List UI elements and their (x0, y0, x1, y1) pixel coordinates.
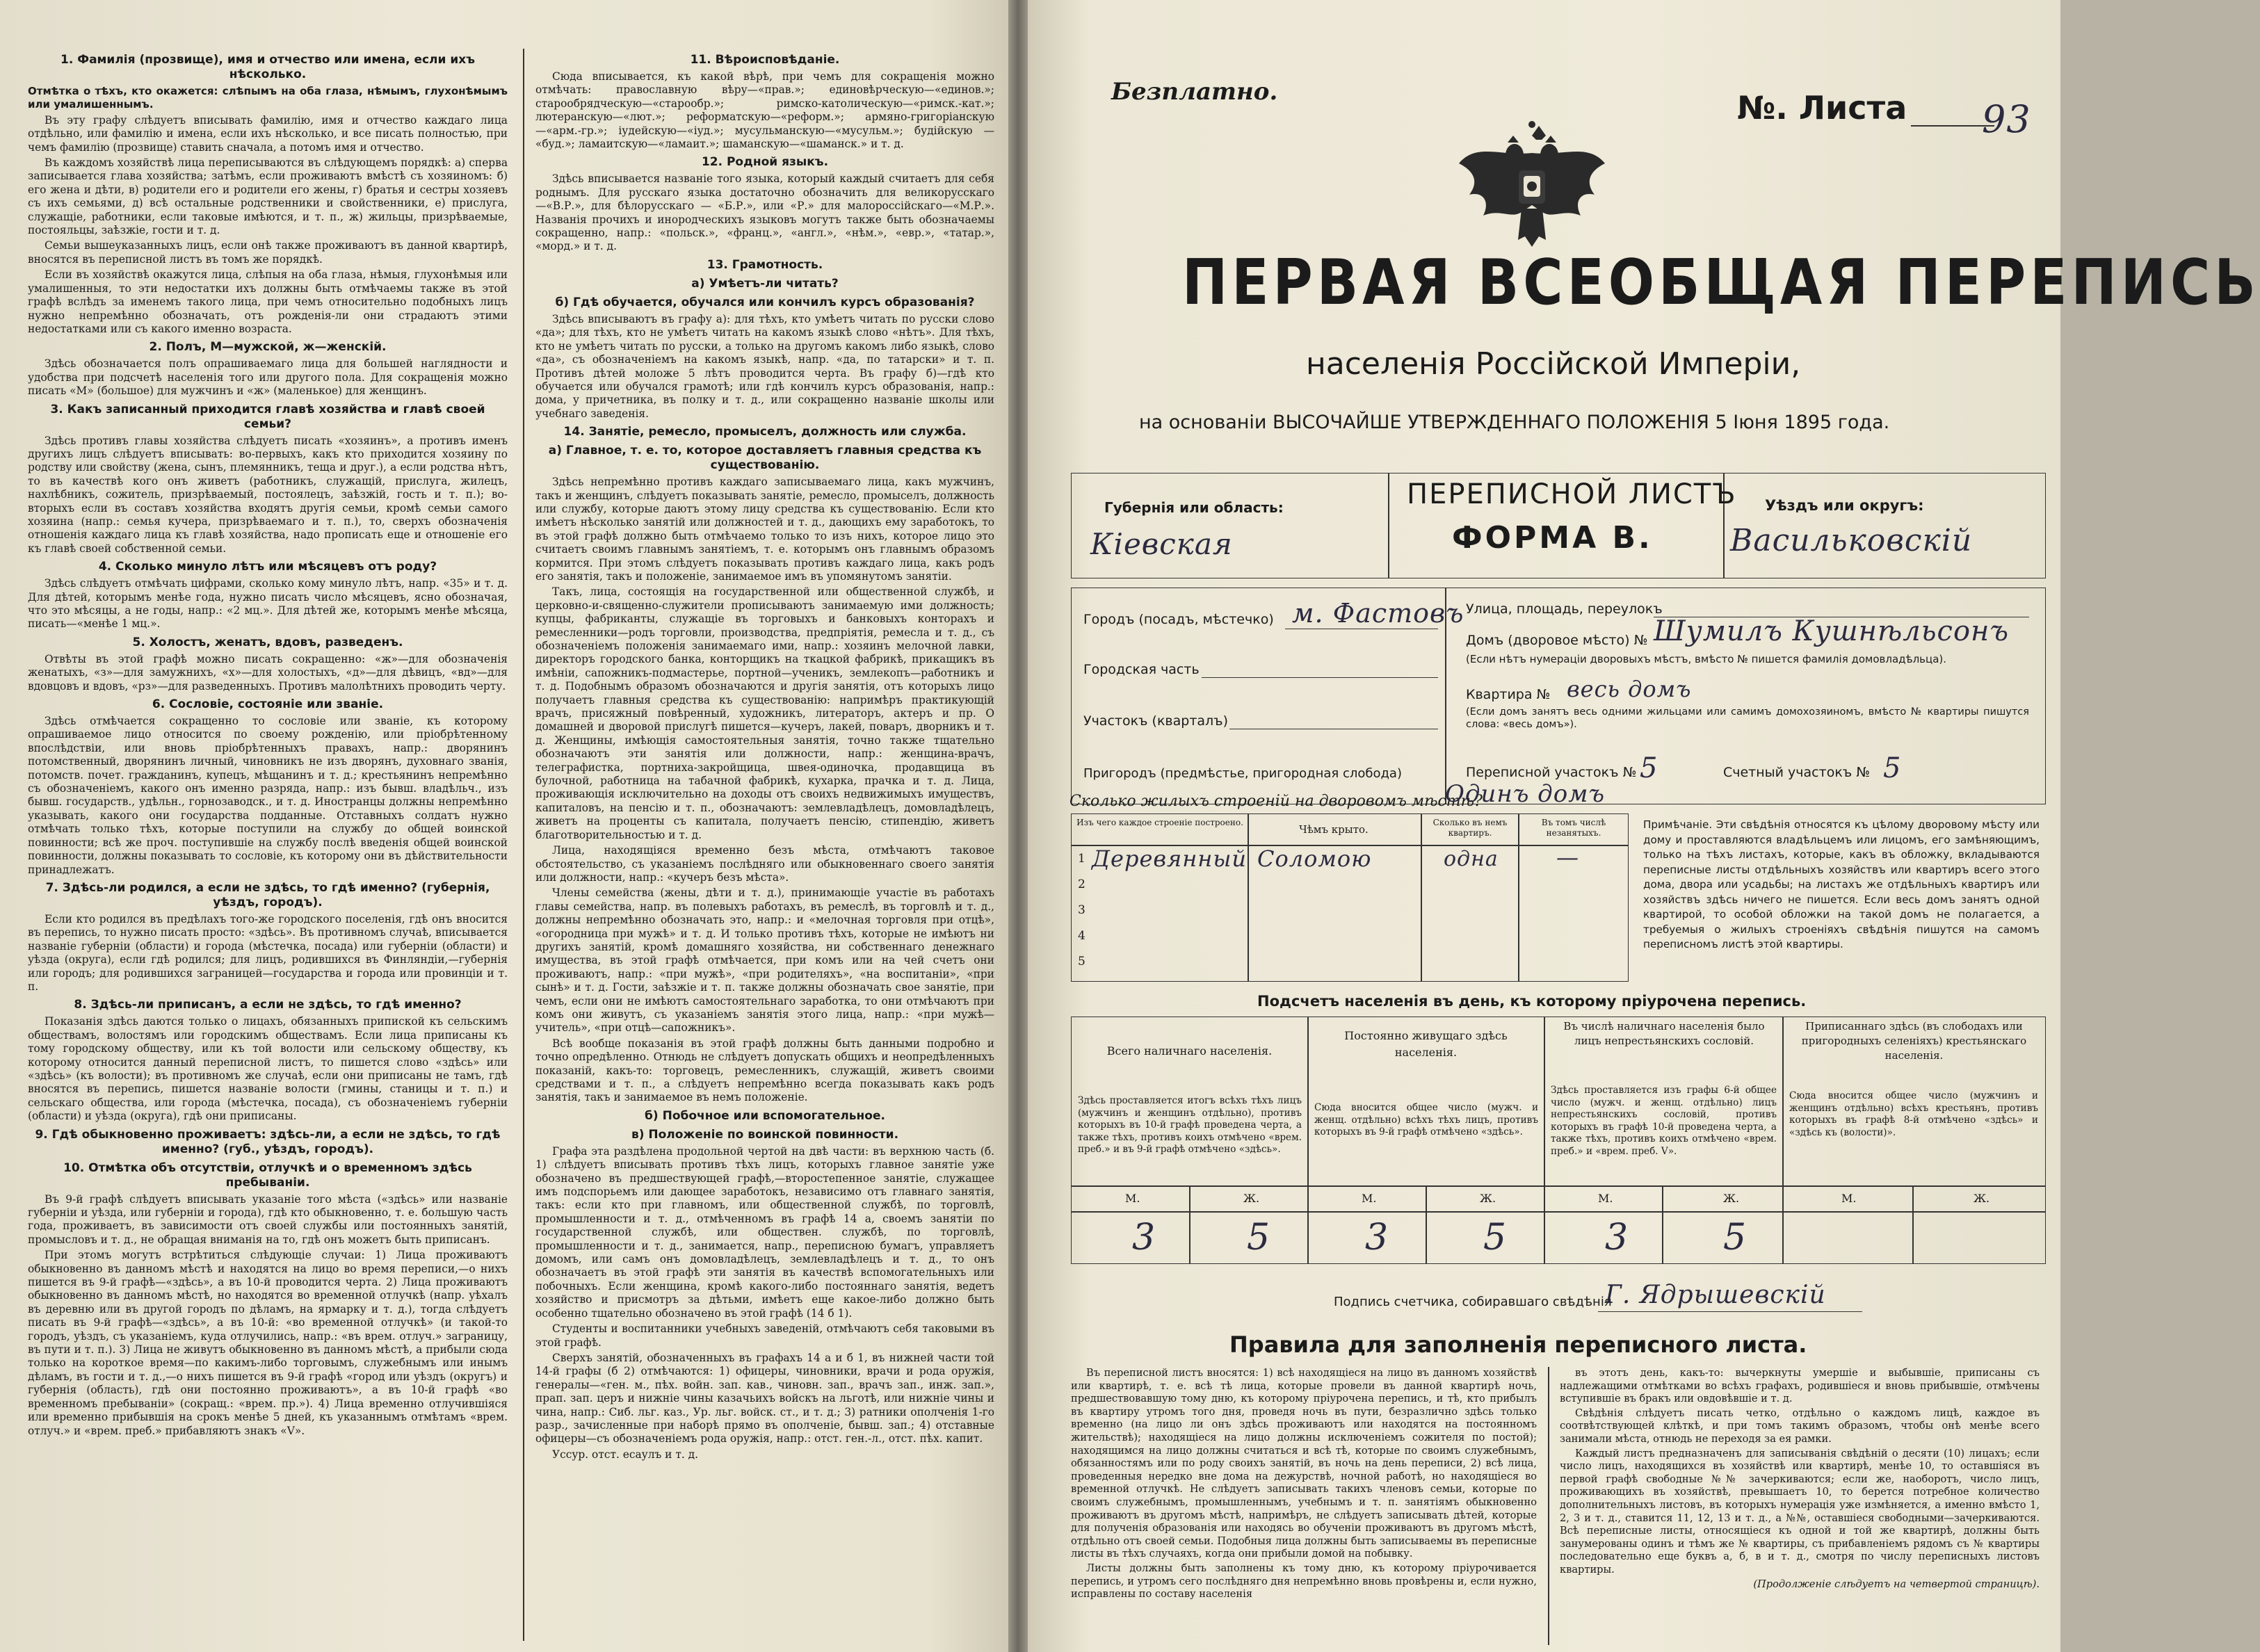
count-mz-line (1071, 1211, 2046, 1213)
count-desc: Здѣсь проставляется итогъ всѣхъ тѣхъ лицъ (мужчинъ и женщинъ отдѣльно), противъ которыхъ въ 10-й графѣ проведена черта, а также тѣхъ, противъ коихъ отмѣчено «врем. преб.» и въ 9-й графѣ отмѣчено «здѣсь». (1078, 1095, 1302, 1155)
count-m-label: М. (1362, 1192, 1377, 1205)
count-value-total-zh: 5 (1247, 1217, 1271, 1258)
sheet-number-value: 93 (1982, 97, 2031, 141)
rules-column-1 (1071, 1367, 1537, 1645)
buildings-row-number: 4 (1078, 929, 1085, 943)
section-heading: 7. Здѣсь-ли родился, а если не здѣсь, то гдѣ именно? (губернія, уѣздъ, городъ). (45, 880, 490, 909)
instruction-paragraph: При этомъ могутъ встрѣтиться слѣдующіе случаи: 1) Лица проживаютъ обыкновенно въ данномъ мѣстѣ и находятся на лицо во время переписи,—о нихъ пишется въ 9-й графѣ—«здѣсь», а въ 10-й проводится черта. 2) Лица проживаютъ обыкновенно въ данномъ мѣстѣ, но находятся во временной отлучкѣ (напр. уѣхалъ въ деревню или въ другой городъ по дѣламъ, на ярмарку и т. д.), тогда слѣдуетъ писать въ 9-й графѣ—«здѣсь», а въ 10-й: «во временной отлучкѣ» (и такой-то городъ, уѣздъ, съ указаніемъ, куда отлучились, напр.: «въ врем. отлуч.» заграницу, въ пути и т. п.). 3) Лица не живутъ обыкновенно въ данномъ мѣстѣ, а прибыли сюда только на короткое время—по какимъ-либо торговымъ, служебнымъ или инымъ дѣламъ, въ гости и т. д.,—о нихъ пишется въ 9-й графѣ «город или уѣздъ (округъ) и губернія (область), гдѣ они постоянно проживаютъ», а въ 10-й графѣ «во временномъ пребываніи» (сокращ.: «врем. пр.»). 4) Лица временно отлучившіяся или временно прибывшія на срокъ менѣе 5 дней, къ указаннымъ отмѣтамъ «врем. отлуч.» и «врем. преб.» прибавляютъ знакъ «V». (28, 1249, 508, 1437)
buildings-row-number: 1 (1078, 852, 1085, 866)
count-desc: Здѣсь проставляется изъ графы 6-й общее число (мужч. и женщ. отдѣльно) лицъ непрестьянскихъ сословій, противъ которыхъ въ графѣ 10-й проведена черта, а также тѣхъ, противъ коихъ отмѣчено «врем. преб.» и «врем. преб. V». (1551, 1085, 1777, 1157)
rules-paragraph: Свѣдѣнія слѣдуетъ писать четко, отдѣльно о каждомъ лицѣ, каждое въ соотвѣтствующей клѣткѣ, и при томъ такимъ образомъ, чтобы онѣ менѣе всего занимали мѣста, отнюдь не переходя за ея рамки. (1560, 1407, 2040, 1445)
dom-label: Домъ (дворовое мѣсто) № (1466, 633, 1648, 648)
instruction-paragraph: Показанія здѣсь даются только о лицахъ, обязанныхъ припиской къ сельскимъ обществамъ, волостямъ или городскимъ обществамъ. Если лица приписаны къ тому городскому обществу, или къ той волости или сельскому обществу, къ которому относится данный переписной листъ, то пишется слово «здѣсь» или «здѣсь» (къ волости); въ противномъ же случаѣ, если они приписаны не тамъ, гдѣ вносятся въ перепись, пишется названіе волости (гмины, станицы и т. п.) и сельскаго общества, или города (мѣстечка, посада), съ обозначеніемъ губерніи (области) и уѣзда (округа), гдѣ они приписаны. (28, 1015, 508, 1123)
section-heading: 12. Родной языкъ. (701, 155, 829, 170)
right-page (1028, 0, 2260, 1652)
rules-column-2 (1560, 1367, 2040, 1645)
section-heading: б) Побочное или вспомогательное. (645, 1108, 885, 1123)
count-col-line-1 (1307, 1017, 1309, 1264)
instruction-paragraph: Члены семейства (жены, дѣти и т. д.), принимающіе участіе въ работахъ главы семейства, напр. въ полевыхъ работахъ, въ ремеслѣ, въ торговлѣ и т. д., должны непремѣнно обозначать это, напр.: и «мелочная торговля при отцѣ», «огородница при мужѣ» и т. д. И только противъ тѣхъ, которые не имѣютъ ни другихъ занятій, кромѣ домашняго хозяйства, ни собственнаго денежнаго имущества, въ этой графѣ отмѣчается, при комъ или на чей счетъ они проживаютъ, напр.: «при мужѣ», «при родителяхъ», «на воспитаніи», «при сынѣ» и т. д. Гости, заѣзжіе и т. п. также должны обозначать свое занятіе, при чемъ, если они не имѣютъ самостоятельнаго заработка, то они отмѣчаютъ при комъ они живутъ, съ указаніемъ занятія этого лица, напр.: «при мужѣ—учитель», «при отцѣ—сапожникъ». (535, 886, 994, 1035)
count-value-total-m: 3 (1132, 1217, 1156, 1258)
chast-underline (1202, 677, 1438, 678)
instruction-paragraph: Здѣсь отмѣчается сокращенно то сословіе или званіе, къ которому опрашиваемое лицо относится по своему рожденію, или пріобрѣтенному впослѣдствіи, или вновь пріобрѣтенныхъ правахъ, напр.: дворянинъ потомственный, дворянинъ личный, чиновникъ не изъ дворянъ, духовнаго званія, потомств. почет. гражданинъ, купецъ, мѣщанинъ и т. д.; крестьянинъ непремѣнно съ обозначеніемъ, какого онъ именно разряда, напр.: изъ бывш. владѣльч., изъ бывш. государств., удѣльн., горнозаводск., и т. д. Иностранцы должны непремѣнно указывать, какого они государства подданные. Отставныхъ солдатъ нужно отмѣчать только тѣхъ, которые поступили на службу до общей воинской повинности; всѣ же проч. поступившіе на службу послѣ введенія общей воинской повинности, должны показывать то сословіе, къ которому они въ дѣйствительности принадлежатъ. (28, 715, 508, 876)
count-mz-line-4 (1912, 1185, 1914, 1264)
uchastok-label: Участокъ (кварталъ) (1083, 713, 1229, 729)
kvartira-label: Квартира № (1466, 687, 1551, 702)
count-m-label: М. (1841, 1192, 1857, 1205)
section-heading: 3. Какъ записанный приходится главѣ хозяйства и главѣ своей семьи? (50, 402, 485, 431)
dom-note: (Если нѣтъ нумераціи дворовыхъ мѣстъ, вмѣсто № пишется фамилія домовладѣльца). (1466, 653, 1947, 665)
count-value-nonpeasant-zh: 5 (1723, 1217, 1748, 1258)
instruction-paragraph: Графа эта раздѣлена продольной чертой на двѣ части: въ верхнюю часть (б. 1) слѣдуетъ вписывать противъ тѣхъ лицъ, которыхъ главное занятіе уже обозначено въ предшествующей графѣ,—второстепенное занятіе, служащее имъ подспорьемъ или дающее заработокъ, независимо отъ главнаго занятія, такъ: если кто при главномъ, или общественной службѣ, по торговлѣ, промышленности и т. д., отмѣченномъ въ графѣ 14 а, своемъ занятіи по государственной службѣ, или обществен. службѣ, по торговлѣ, промышленности и т. д., занимается, напр., переписною бумагъ, управляетъ домомъ, или самъ онъ домовладѣлецъ, землевладѣлецъ и т. д., то онъ обозначаетъ въ этой графѣ эти занятія въ качествѣ вспомогательныхъ или побочныхъ. Если женщина, кромѣ какого-либо постояннаго занятія, ведетъ хозяйство и присмотръ за дѣтьми, имѣетъ еще какое-либо должно быть особенно тщательно обозначено въ этой графѣ (14 б 1). (535, 1144, 994, 1320)
count-value-nonpeasant-m: 3 (1605, 1217, 1629, 1258)
buildings-vacant-value: — (1556, 844, 1579, 870)
buildings-note: Примѣчаніе. Эти свѣдѣнія относятся къ цѣлому дворовому мѣсту или дому и проставляются владѣльцемъ или лицомъ, его замѣняющимъ, только на тѣхъ листахъ, которые, какъ въ обложку, вкладываются переписные листы отдѣльныхъ хозяйствъ или квартиръ всего этого дома, двора или усадьбы; на листахъ же отдѣльныхъ квартиръ или хозяйствъ здѣсь ничего не пишется. Если весь домъ занятъ одной квартирой, то особой обложки на такой домъ не полагается, а требуемыя о жилыхъ строеніяхъ свѣдѣнія пишутся на самомъ переписномъ листѣ этой квартиры. (1643, 818, 2040, 950)
rules-paragraph: Въ переписной листъ вносятся: 1) всѣ находящіеся на лицо въ данномъ хозяйствѣ или квартирѣ, т. е. всѣ тѣ лица, которые провели въ данной квартирѣ ночь, предшествовавшую тому дню, къ которому пріурочена перепись, и тѣ, кто прибылъ въ квартиру утромъ того дня, проведя ночь въ пути, безразлично здѣсь только временно (на лицо ли онъ здѣсь проживаютъ или находятся на постоянномъ жительствѣ); находящіеся на лицо должны исключеніемъ сожителя по постой); находящимся на лицо должны считаться и всѣ тѣ, которые по своимъ служебнымъ, обязанностямъ или по роду своихъ занятій, въ ночь на день переписи, 2) всѣ лица, проведенныя нередко вне дома на дежурствѣ, ночной работѣ, но находящіеся во временной отлучкѣ. Не слѣдуетъ записывать такихъ членовъ семьи, которые по своимъ служебнымъ, промышленнымъ, учебнымъ и т. п. занятіямъ обыкновенно проживаютъ въ другомъ мѣстѣ, напримѣръ, не слѣдуетъ записывать дѣтей, которые для полученія образованія или находясь во обученіи проживаютъ въ другомъ мѣстѣ, отдѣльно отъ своей семьи. Подобныя лица должны быть записываемы въ переписные листы въ тѣхъ случаяхъ, когда они прибыли домой на побывку. (1071, 1367, 1537, 1560)
instructions-column-2 (535, 49, 994, 1648)
section-heading: 4. Сколько минуло лѣтъ или мѣсяцевъ отъ роду? (98, 560, 437, 574)
count-mz-line-3 (1662, 1185, 1663, 1264)
section-heading: 5. Холостъ, женатъ, вдовъ, разведенъ. (132, 635, 403, 649)
counter-signature-label: Подпись счетчика, собиравшаго свѣдѣнія (1334, 1295, 1612, 1309)
count-zh-label: Ж. (1480, 1192, 1496, 1205)
instruction-paragraph: Всѣ вообще показанія въ этой графѣ должны быть данными подробно и точно опредѣленно. Отнюдь не слѣдуетъ допускать общихъ и неопредѣленныхъ показаній, какъ-то: торговецъ, ремесленникъ, служащій, живетъ своими средствами и т. п., а слѣдуетъ непремѣнно всегда показывать какъ родъ занятія, такъ и занимаемое въ немъ положеніе. (535, 1037, 994, 1104)
section-heading: 13. Грамотность. (707, 257, 823, 272)
rules-continuation: (Продолженіе слѣдуетъ на четвертой страницѣ). (1753, 1578, 2040, 1590)
gubernia-value: Кіевская (1090, 527, 1233, 561)
section-heading: 10. Отмѣтка объ отсутствіи, отлучкѣ и о временномъ здѣсь пребываніи. (63, 1160, 472, 1190)
gorod-value: м. Фастовъ (1292, 598, 1464, 629)
gorod-label: Городъ (посадъ, мѣстечко) (1083, 612, 1274, 627)
instruction-paragraph: Студенты и воспитанники учебныхъ заведеній, отмѣчаютъ себя таковыми въ этой графѣ. (535, 1322, 994, 1349)
count-header: Всего наличнаго населенія. (1106, 1044, 1273, 1058)
section-heading: 11. Вѣроисповѣданіе. (690, 53, 840, 67)
column-divider (523, 49, 524, 1641)
section-heading: б) Гдѣ обучается, обучался или кончилъ курсъ образованія? (555, 295, 975, 309)
instruction-paragraph: Здѣсь вписываютъ въ графу а): для тѣхъ, кто умѣетъ читать по русски слово «да»; для тѣхъ, кто не умѣетъ читать на какомъ языкѣ слово «нѣтъ». Для тѣхъ, кто не умѣетъ читать по русски, а только на другомъ какомъ либо языкѣ, слово «да», съ обозначеніемъ на какомъ языкѣ, напр. «да, по татарски» и т. п. Противъ дѣтей моложе 5 лѣтъ проводится черта. Въ графу б)—гдѣ кто обучается или обучался грамотѣ; или гдѣ кончилъ курсъ образованія, напр.: дома, у причетника, въ полку и т. д., или сокращенно названіе школы или учебнаго заведенія. (535, 312, 994, 420)
instruction-paragraph: Отвѣты въ этой графѣ можно писать сокращенно: «ж»—для обозначенія женатыхъ, «з»—для замужнихъ, «х»—для холостыхъ, «д»—для дѣвицъ, «вд»—для вдовцовъ и вдовъ, «рз»—для разведенныхъ. Противъ малолѣтнихъ проводить черту. (28, 652, 508, 693)
left-page (0, 0, 1008, 1652)
instruction-paragraph: Въ 9-й графѣ слѣдуетъ вписывать указаніе того мѣста («здѣсь» или названіе губерніи и уѣзда, или губерніи и города), гдѣ кто обыкновенно, т. е. большую часть года, проживаетъ, въ зависимости отъ своей службы или постоянныхъ занятій, промысловъ и т. д., не обращая вниманія на то, гдѣ онъ можетъ быть приписанъ. (28, 1192, 508, 1246)
buildings-material-value: Деревянный (1092, 845, 1248, 872)
instruction-paragraph: Сверхъ занятій, обозначенныхъ въ графахъ 14 а и б 1, въ нижней части той 14-й графы (б 2) отмѣчаются: 1) офицеры, чиновники, врачи и рода оружія, генералы—«ген. м., пѣх. войн. зап. кав., чиновн. зап., врачъ зап., инж. зап.», прап. зап. церъ и нижніе чины казачьихъ войскъ на льготѣ, или нижніе чины и чина, напр.: Сиб. льг. каз., Ур. льг. войск. ст., и т. д.; 3) ратники ополченія 1-го разр., зачисленные при наборѣ прямо въ ополченіе, бывш. зап.; 4) отставные офицеры—съ обозначеніемъ рода оружія, напр.: отст. ген.-л., отст. пѣх. капит. (535, 1351, 994, 1446)
section-heading: 8. Здѣсь-ли приписанъ, а если не здѣсь, то гдѣ именно? (74, 998, 462, 1012)
buildings-row-number: 3 (1078, 903, 1085, 917)
instruction-paragraph: Уссур. отст. есаулъ и т. д. (552, 1448, 698, 1461)
section-heading: в) Положеніе по воинской повинности. (631, 1127, 899, 1142)
rules-divider (1548, 1367, 1549, 1645)
buildings-row-number: 5 (1078, 955, 1085, 969)
rules-paragraph: въ этотъ день, какъ-то: вычеркнуты умершіе и выбывшіе, приписаны съ надлежащими отмѣтками во всѣхъ графахъ, родившіеся и вновь прибывшіе, отмѣчены вступившіе въ бракъ или овдовѣвшіе и т. д. (1560, 1367, 2040, 1405)
gubernia-label: Губернія или область: (1104, 499, 1284, 516)
instruction-paragraph: Здѣсь слѣдуетъ отмѣчать цифрами, сколько кому минуло лѣтъ, напр. «35» и т. д. Для дѣтей, которымъ менѣе года, нужно писать число мѣсяцевъ, ясно обозначая, что это мѣсяцы, а не годы, напр.: «2 мц.». Для дѣтей же, которымъ менѣе мѣсяца, писать—«менѣе 1 мц.». (28, 577, 508, 631)
buildings-col-line-1 (1248, 813, 1249, 982)
section-heading: 2. Полъ, М—мужской, ж—женскій. (149, 340, 387, 355)
count-zh-label: Ж. (1723, 1192, 1740, 1205)
section-heading: 1. Фамилія (прозвище), имя и отчество или имена, если ихъ нѣсколько. (60, 53, 475, 81)
count-zh-label: Ж. (1974, 1192, 1990, 1205)
count-title: Подсчетъ населенія въ день, къ которому пріурочена перепись. (1257, 993, 1807, 1010)
imperial-eagle-icon (1452, 115, 1612, 254)
census-title: ПЕРВАЯ ВСЕОБЩАЯ ПЕРЕПИСЬ (1182, 247, 2260, 319)
count-m-label: М. (1125, 1192, 1140, 1205)
sheet-number-label: №. Листа (1737, 89, 1907, 127)
buildings-roof-value: Соломою (1257, 845, 1372, 872)
count-desc-line (1071, 1185, 2046, 1187)
count-col-line-2 (1544, 1017, 1545, 1264)
perep-uchastok-label: Переписной участокъ № (1466, 765, 1637, 780)
section-heading: 6. Сословіе, состояніе или званіе. (152, 697, 384, 712)
form-type: ФОРМА В. (1452, 520, 1653, 556)
instruction-paragraph: Здѣсь непремѣнно противъ каждаго записываемаго лица, какъ мужчинъ, такъ и женщинъ, слѣдуетъ показывать занятіе, ремесло, промыселъ, должность или службу, которые даютъ этому лицу средства къ существованію. Если кто имѣетъ нѣсколько занятій или должностей и т. д., дающихъ ему заработокъ, то въ этой графѣ должно быть отмѣчаемо только то изъ нихъ, которое лицо это считаетъ своимъ главнымъ занятіемъ, т. е. которымъ онъ главнымъ образомъ кормится. При этомъ слѣдуетъ показывать противъ каждаго лица, какъ родъ его занятія, такъ и положеніе, занимаемое имъ въ упомянутомъ занятіи. (535, 476, 994, 583)
count-header: Постоянно живущаго здѣсь населенія. (1344, 1029, 1508, 1059)
instruction-paragraph: Если въ хозяйствѣ окажутся лица, слѣпыя на оба глаза, нѣмыя, глухонѣмыя или умалишенныя, то эти недостатки ихъ должны быть отмѣчаемы также въ этой графѣ вслѣдъ за именемъ такого лица, при чемъ относительно подобныхъ лицъ нужно непремѣнно обозначать, отъ рожденія-ли они страдаютъ этими недостатками или съ какого именно возраста. (28, 268, 508, 335)
buildings-col-line-3 (1518, 813, 1519, 982)
signature-underline (1598, 1311, 1862, 1312)
instruction-paragraph: Лица, находящіяся временно безъ мѣста, отмѣчаютъ таковое обстоятельство, съ указаніемъ послѣдняго или обыкновеннаго своего занятія или должности, напр.: «кучеръ безъ мѣста». (535, 844, 994, 884)
count-header: Приписаннаго здѣсь (въ слободахъ или пригородныхъ селеніяхъ) крестьянскаго населенія. (1801, 1020, 2027, 1062)
count-header: Въ числѣ наличнаго населенія было лицъ непрестьянскихъ сословій. (1563, 1020, 1765, 1047)
buildings-col-header: Чѣмъ крыто. (1299, 823, 1369, 836)
header-divider-left (1388, 473, 1389, 578)
instruction-paragraph: Если кто родился въ предѣлахъ того-же городского поселенія, гдѣ онъ вносится въ перепись, то нужно писать просто: «здѣсь». Въ противномъ случаѣ, вписывается названіе губерніи (области) и города (мѣстечка, посада) или губерніи (области) и уѣзда (округа), если гдѣ родился; для лицъ, родившихся въ Финляндіи,—губернія или городъ; для родившихся заграницей—государства и города или провинціи и т. п. (28, 912, 508, 993)
count-mz-line-2 (1426, 1185, 1427, 1264)
buildings-answer: Одинъ домъ (1445, 780, 1606, 808)
rules-paragraph: Листы должны быть заполнены къ тому дню, къ которому пріурочивается перепись, и утромъ сего послѣдняго дня непремѣнно вновь провѣрены и, если нужно, исправлены по составу населенія (1071, 1562, 1537, 1601)
buildings-col-line-2 (1421, 813, 1422, 982)
buildings-apartments-value: одна (1444, 847, 1499, 871)
instruction-paragraph: Семьи вышеуказанныхъ лицъ, если онѣ также проживаютъ въ данной квартирѣ, вносятся въ переписной листъ въ томъ же порядкѣ. (28, 239, 508, 266)
instruction-paragraph: Здѣсь вписывается названіе того языка, который каждый считаетъ для себя роднымъ. Для русскаго языка достаточно обозначить для великорусскаго—«В.Р.», для бѣлорусскаго — «Б.Р.», или «Р.» для малороссійскаго—«М.Р.». Названія прочихъ и инородческихъ языковъ могутъ также быть обозначаемы сокращенно, напр.: «польск.», «франц.», «англ.», «нѣм.», «евр.», «татар.», «морд.» и т. д. (535, 172, 994, 253)
instruction-paragraph: Такъ, лица, состоящія на государственной или общественной службѣ, и церковно-и-священно-служители прописываютъ занимаемую ими должность; купцы, фабриканты, служащіе въ торговыхъ и банковыхъ конторахъ и ремесленники—родъ торговли, производства, предпріятія, ремесла и т. д., съ обозначеніемъ положенія занимаемаго ими, напр.: хозяинъ мелочной лавки, директоръ городского банка, конторщикъ на ткацкой фабрикѣ, прикащикъ въ имѣніи, сапожникъ-подмастерье, портной—ученикъ, землекопъ—работникъ и т. д. Подобнымъ образомъ обозначаются и другія занятія, отъ которыхъ лицо получаетъ главныя средства къ существованію: напримѣръ практикующій врачъ, присяжный повѣренный, художникъ, литераторъ, актеръ и пр. О домашней и дворовой прислугѣ пишется—кучеръ, лакей, поваръ, дворникъ и т. д. Женщины, имѣющія самостоятельныя занятія, точно также тщательно обозначаютъ эти занятія или должности, напр.: женщина-врачъ, телеграфистка, портниха-закройщица, швея-одиночка, продавщица въ булочной, работница на табачной фабрикѣ, кухарка, прачка и т. д. Лица, проживающія исключительно на доходы отъ своихъ недвижимыхъ имуществъ, капиталовъ, на пенсію и т. п., обозначаютъ: землевладѣлецъ, домовладѣлецъ, живетъ на проценты съ капитала, получаетъ пенсію, стипендію, живетъ благотворительностью и т. д. (535, 585, 994, 841)
instruction-paragraph: Отмѣтка о тѣхъ, кто окажется: слѣпымъ на оба глаза, нѣмымъ, глухонѣмымъ или умалишеннымъ. (28, 85, 508, 111)
schet-uchastok-label: Счетный участокъ № (1723, 765, 1871, 780)
count-zh-label: Ж. (1243, 1192, 1260, 1205)
count-desc: Сюда вносится общее число (мужч. и женщ. отдѣльно) всѣхъ тѣхъ лицъ, противъ которыхъ въ 9-й графѣ отмѣчено «здѣсь». (1314, 1102, 1538, 1137)
perep-uchastok-value: 5 (1640, 752, 1658, 784)
kvartira-value: весь домъ (1567, 676, 1692, 702)
census-subtitle: населенія Россійской Имперіи, (1306, 346, 1801, 382)
count-desc: Сюда вносится общее число (мужчинъ и женщинъ отдѣльно) всѣхъ крестьянъ, противъ которыхъ въ графѣ 8-й отмѣчено «здѣсь» и «здѣсь къ (волости)». (1789, 1090, 2038, 1138)
count-value-resident-m: 3 (1365, 1217, 1389, 1258)
count-value-resident-zh: 5 (1483, 1217, 1508, 1258)
instruction-paragraph: Здѣсь противъ главы хозяйства слѣдуетъ писать «хозяинъ», а противъ именъ другихъ лицъ слѣдуетъ вписывать: во-первыхъ, какъ кто приходится хозяину по родству или свойству (жена, сынъ, племянникъ, теща и друг.), а если родства нѣтъ, то въ качествѣ кого онъ живетъ (работникъ, служащій, прислуга, жилецъ, нахлѣбникъ, сожитель, призрѣваемый, постоялецъ, заѣзжій, гость и т. п.); во-вторыхъ если въ составъ хозяйства входятъ другія семьи, кромѣ семьи самого хозяина (напр.: семья кучера, призрѣваемаго и т. п.), то, сверхъ обозначенія отношенія каждаго лица къ главѣ хозяйства, надо прописать еще и отношеніе его къ главѣ своей собственной семьи. (28, 434, 508, 555)
uezd-label: Уѣздъ или округъ: (1765, 497, 1924, 514)
ulitsa-label: Улица, площадь, переулокъ (1466, 601, 1663, 617)
instruction-paragraph: Сюда вписывается, къ какой вѣрѣ, при чемъ для сокращенія можно отмѣчать: православную вѣру—«прав.»; единовѣрческую—«единов.»; старообрядческую—«старообр.»; римско-католическую—«римск.-кат.»; лютеранскую—«лют.»; реформатскую—«реформ.»; армяно-григоріанскую—«арм.-гр.»; іудейскую—«іуд.»; мусульманскую—«мусульм.»; будійскую — «буд.»; ламаитскую—«ламаит.»; шаманскую—«шаманск.» и т. д. (535, 70, 994, 151)
section-heading: 9. Гдѣ обыкновенно проживаетъ: здѣсь-ли, а если не здѣсь, то гдѣ именно? (губ., уѣздъ, городъ). (35, 1127, 501, 1156)
census-basis: на основаніи ВЫСОЧАЙШЕ УТВЕРЖДЕННАГО ПОЛОЖЕНІЯ 5 Іюня 1895 года. (1139, 412, 1890, 433)
count-m-label: М. (1598, 1192, 1613, 1205)
buildings-row-number: 2 (1078, 877, 1085, 891)
kvartira-note: (Если домъ занятъ весь одними жильцами или самимъ домохозяиномъ, вмѣсто № квартиры пишутся слова: «весь домъ»). (1466, 706, 2029, 730)
counter-signature-value: Г. Ядрышевскій (1605, 1281, 1826, 1309)
uezd-value: Васильковскій (1730, 523, 1973, 558)
buildings-col-header: Изъ чего каждое строеніе построено. (1076, 818, 1243, 827)
section-heading: а) Умѣетъ-ли читать? (691, 276, 839, 291)
instruction-paragraph: Въ каждомъ хозяйствѣ лица переписываются въ слѣдующемъ порядкѣ: а) сперва записывается глава хозяйства; затѣмъ, если проживаютъ вмѣстѣ съ хозяиномъ: б) его жена и дѣти, в) родители его и родители его жены, г) братья и сестры хозяевъ съ ихъ семьями, д) всѣ остальные родственники и свойственники, е) прислуга, служащіе, работники, если таковые имѣются, и т. п., ж) жильцы, призрѣваемые, постояльцы, заѣзжіе, гости и т. д. (28, 156, 508, 237)
section-heading: а) Главное, т. е. то, которое доставляетъ главныя средства къ существованію. (548, 444, 982, 473)
buildings-question: Сколько жилыхъ строеній на дворовомъ мѣстѣ? (1070, 793, 1483, 810)
dom-value: Шумилъ Кушнѣльсонъ (1654, 615, 2010, 647)
rules-paragraph: Каждый листъ предназначенъ для записыванія свѣдѣній о десяти (10) лицахъ; если число лицъ, находящихся въ хозяйствѣ или квартирѣ, менѣе 10, то оставшіяся въ первой графѣ свободные №№ зачеркиваются; если же, наоборотъ, число лицъ, проживающихъ въ хозяйствѣ, превышаетъ 10, то берется потребное количество дополнительныхъ листовъ, въ которыхъ нумерація уже измѣняется, а именно вмѣсто 1, 2, 3 и т. д., ставится 11, 12, 13 и т. д., а №№, оставшіеся свободными—зачеркиваются. Всѣ переписные листы, относящіеся къ одной и той же квартирѣ, должны быть занумерованы одинъ и тѣмъ же № квартиры, съ прибавленіемъ рядомъ съ № квартиры последовательно еще буквъ а, б, в и т. д., смотря по числу переписныхъ листовъ квартиры. (1560, 1447, 2040, 1576)
buildings-col-header: Въ томъ числѣ незанятыхъ. (1541, 818, 1606, 838)
prigorod-label: Пригородъ (предмѣстье, пригородная слобода) (1083, 766, 1402, 781)
buildings-table (1071, 813, 1629, 982)
section-heading: 14. Занятіе, ремесло, промыселъ, должность или служба. (563, 425, 967, 439)
buildings-col-header: Сколько въ немъ квартиръ. (1432, 818, 1508, 838)
chast-label: Городская часть (1083, 662, 1200, 677)
instruction-paragraph: Въ эту графу слѣдуетъ вписывать фамилію, имя и отчество каждаго лица отдѣльно, или фамилію и имена, если ихъ нѣсколько, и все писать полностью, при чемъ фамилію (прозвище) ставить сначала, а потомъ имя и отчество. (28, 113, 508, 154)
rules-title: Правила для заполненія переписного листа. (1229, 1331, 1807, 1358)
bezplatno-label: Безплатно. (1111, 78, 1278, 106)
schet-uchastok-value: 5 (1883, 752, 1902, 784)
instruction-paragraph: Здѣсь обозначается полъ опрашиваемаго лица для большей наглядности и удобства при подсчетѣ населенія того или другого пола. Для сокращенія можно писать «М» (большое) для мужчинъ и «ж» (маленькое) для женщинъ. (28, 357, 508, 398)
count-col-line-3 (1782, 1017, 1784, 1264)
book-gutter (1008, 0, 1028, 1652)
form-sheet-title: ПЕРЕПИСНОЙ ЛИСТЪ (1407, 478, 1737, 510)
instructions-column-1 (28, 49, 508, 1648)
count-mz-line-1 (1189, 1185, 1190, 1264)
